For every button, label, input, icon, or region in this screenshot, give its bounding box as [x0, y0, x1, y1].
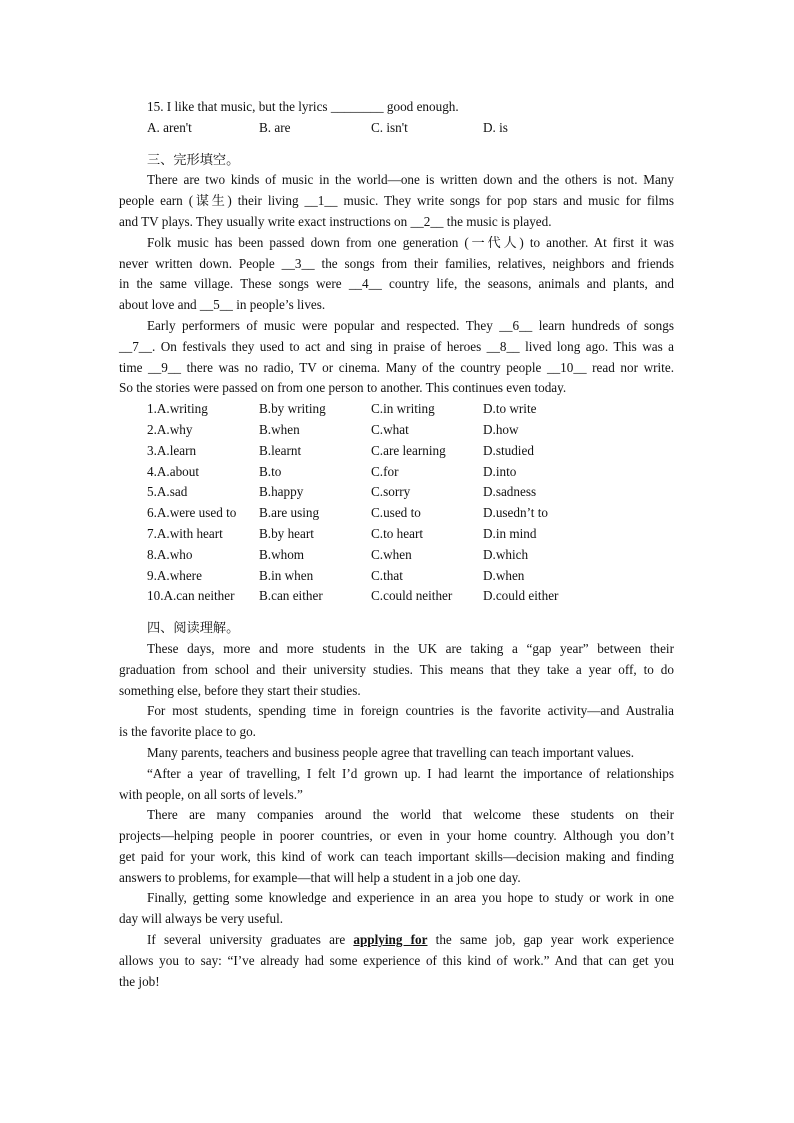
option-d: D.in mind — [483, 525, 537, 541]
option-d: D.could either — [483, 588, 559, 604]
text-line: day will always be very useful. — [119, 911, 284, 927]
option-c: C.what — [371, 421, 409, 437]
text-line: never written down. People __3__ the songs from their families, relatives, neighbors and friends — [119, 255, 674, 271]
option-d: D.sadness — [483, 484, 537, 500]
option-d: D.into — [483, 463, 517, 479]
text-line: in the same village. These songs were __4__ country life, the seasons, animals and plants, and — [119, 276, 674, 292]
option-b: B.are using — [259, 505, 320, 521]
option-a: 1.A.writing — [147, 401, 208, 417]
text-line: something else, before they start their studies. — [119, 682, 361, 698]
cloze-option-row — [119, 462, 674, 483]
text-line: There are two kinds of music in the world—one is written down and the others is not. Many — [147, 172, 674, 188]
text-line: Many parents, teachers and business people agree that travelling can teach important values. — [147, 744, 635, 760]
text-line: graduation from school and their university studies. This means that they take a year off, to do — [119, 661, 674, 677]
text-line: Early performers of music were popular and respected. They __6__ learn hundreds of songs — [147, 317, 674, 333]
option-c: C.to heart — [371, 525, 424, 541]
option-c: C.that — [371, 567, 403, 583]
question-15-stem: 15. I like that music, but the lyrics ________ good enough. — [147, 99, 459, 114]
option-a: 9.A.where — [147, 567, 202, 583]
option-b: B.by writing — [259, 401, 326, 417]
text-segment: If several university graduates are — [147, 932, 354, 948]
cloze-option-row — [119, 524, 674, 545]
option-b: B.in when — [259, 567, 314, 583]
text-line — [119, 930, 674, 951]
cloze-paragraph-3 — [119, 316, 674, 399]
text-line: people earn (谋生) their living __1__ music. They write songs for pop stars and music for films — [119, 193, 674, 209]
option-b: B.learnt — [259, 442, 302, 458]
cloze-paragraph-2 — [119, 233, 674, 316]
cloze-option-row — [119, 441, 674, 462]
reading-paragraph-1 — [119, 639, 674, 701]
emphasized-phrase: applying for — [353, 932, 428, 948]
text-line: about love and __5__ in people’s lives. — [119, 297, 326, 313]
text-line: __7__. On festivals they used to act and sing in praise of heroes __8__ lived long ago. This was a — [119, 338, 674, 354]
option-b: B.whom — [259, 546, 305, 562]
text-line: the job! — [119, 973, 160, 989]
option-b: B.can either — [259, 588, 323, 604]
option-b: B.happy — [259, 484, 304, 500]
cloze-option-row — [119, 545, 674, 566]
cloze-option-row — [119, 566, 674, 587]
option-c: C.in writing — [371, 401, 435, 417]
text-line: with people, on all sorts of levels.” — [119, 786, 303, 802]
option-c: C.are learning — [371, 442, 446, 458]
cloze-option-row — [119, 482, 674, 503]
option-a: 4.A.about — [147, 463, 200, 479]
option-a: 7.A.with heart — [147, 525, 223, 541]
reading-paragraph-2 — [119, 701, 674, 743]
option-d: D.when — [483, 567, 525, 583]
q15-option-b: B. are — [259, 119, 291, 135]
text-line: So the stories were passed on from one person to another. This continues even today. — [119, 380, 567, 396]
text-line: Folk music has been passed down from one generation (一代人) to another. At first it was — [147, 234, 674, 250]
cloze-option-row — [119, 420, 674, 441]
text-line: projects—helping people in poorer countries, or even in your home country. Although you don’t — [119, 828, 674, 844]
cloze-option-row — [119, 586, 674, 607]
text-line: “After a year of travelling, I felt I’d grown up. I had learnt the importance of relationships — [147, 765, 674, 781]
text-line: is the favorite place to go. — [119, 724, 256, 740]
option-c: C.used to — [371, 505, 421, 521]
option-d: D.how — [483, 421, 519, 437]
text-line: get paid for your work, this kind of work can teach important skills—decision making and finding — [119, 848, 674, 864]
option-c: C.for — [371, 463, 399, 479]
text-line: These days, more and more students in the UK are taking a “gap year” between their — [147, 640, 674, 656]
option-a: 5.A.sad — [147, 484, 188, 500]
text-segment: the same job, gap year work experience — [427, 932, 675, 948]
cloze-option-row — [119, 399, 674, 420]
option-c: C.sorry — [371, 484, 411, 500]
text-line: and TV plays. They usually write exact instructions on __2__ the music is played. — [119, 213, 552, 229]
option-a: 2.A.why — [147, 421, 193, 437]
option-c: C.when — [371, 546, 412, 562]
option-b: B.when — [259, 421, 300, 437]
option-d: D.which — [483, 546, 529, 562]
reading-paragraph-4 — [119, 764, 674, 806]
q15-option-a: A. aren't — [147, 119, 192, 135]
cloze-paragraph-1 — [119, 170, 674, 232]
text-line: There are many companies around the world that welcome these students on their — [147, 807, 674, 823]
reading-paragraph-3 — [119, 743, 674, 764]
option-d: D.usedn’t to — [483, 505, 548, 521]
cloze-options — [119, 399, 674, 607]
option-b: B.by heart — [259, 525, 314, 541]
question-15-options — [119, 118, 674, 139]
text-line: answers to problems, for example—that will help a student in a job one day. — [119, 869, 521, 885]
option-d: D.to write — [483, 401, 537, 417]
option-a: 6.A.were used to — [147, 505, 237, 521]
cloze-option-row — [119, 503, 674, 524]
text-line: time __9__ there was no radio, TV or cinema. Many of the country people __10__ read nor write. — [119, 359, 674, 375]
reading-paragraph-6 — [119, 888, 674, 930]
text-line: Finally, getting some knowledge and experience in an area you hope to study or work in one — [147, 890, 674, 906]
text-line: For most students, spending time in foreign countries is the favorite activity—and Australia — [147, 703, 674, 719]
text-line: allows you to say: “I’ve already had some experience of this kind of work.” And that can get you — [119, 952, 674, 968]
option-a: 8.A.who — [147, 546, 193, 562]
option-b: B.to — [259, 463, 282, 479]
reading-paragraph-5 — [119, 805, 674, 888]
q15-option-d: D. is — [483, 119, 508, 135]
option-a: 3.A.learn — [147, 442, 197, 458]
cloze-heading: 三、完形填空。 — [147, 151, 240, 167]
option-c: C.could neither — [371, 588, 453, 604]
option-d: D.studied — [483, 442, 534, 458]
document-page — [119, 97, 674, 992]
reading-heading: 四、阅读理解。 — [147, 620, 240, 636]
reading-paragraph-7 — [119, 930, 674, 992]
option-a: 10.A.can neither — [147, 588, 235, 604]
q15-option-c: C. isn't — [371, 119, 408, 135]
